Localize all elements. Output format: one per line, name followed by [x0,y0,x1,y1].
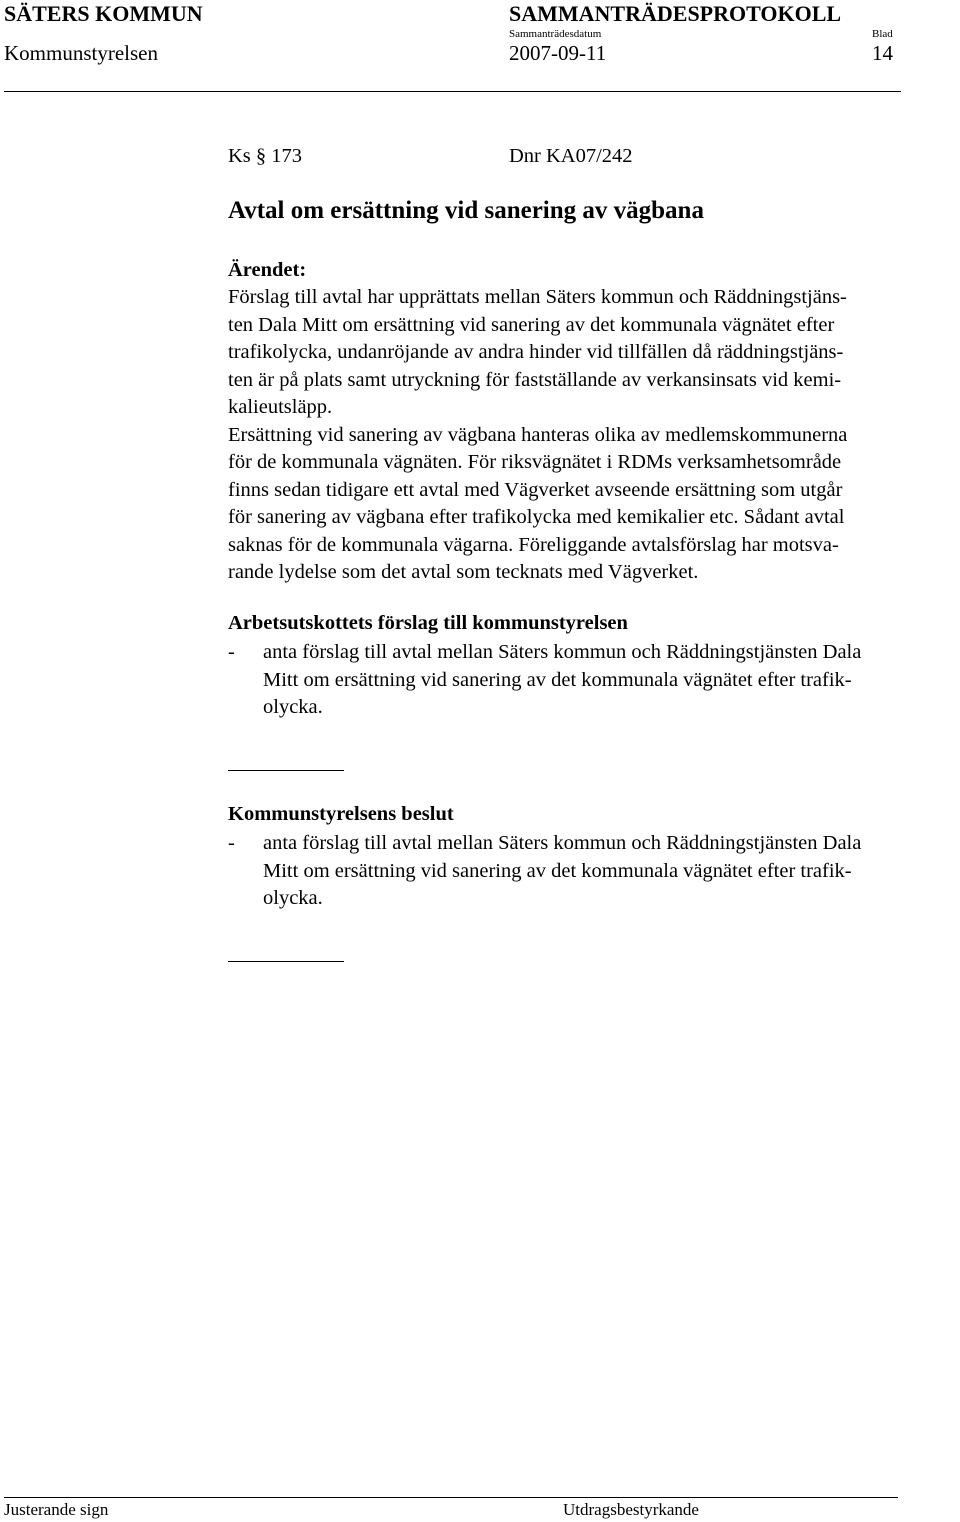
arendet-text [228,284,847,587]
page-label: Blad [872,28,893,40]
text-line: olycka. [263,696,323,718]
meeting-date-label: Sammanträdesdatum [509,28,602,40]
list-dash: - [228,832,235,854]
text-line: ten Dala Mitt om ersättning vid sanering av det kommunala vägnätet efter [228,313,835,336]
ks-decision-heading: Kommunstyrelsens beslut [228,803,454,825]
list-item-text [263,830,861,913]
text-line: anta förslag till avtal mellan Säters kommun och Räddningstjänsten Dala [263,641,862,663]
text-line: Mitt om ersättning vid sanering av det kommunala vägnätet efter trafik- [263,859,852,882]
text-line: Mitt om ersättning vid sanering av det kommunala vägnätet efter trafik- [263,668,852,691]
text-line: Förslag till avtal har upprättats mellan Säters kommun och Räddningstjäns- [228,286,847,308]
footer-justerande-sign: Justerande sign [4,1500,109,1519]
case-dnr: Dnr KA07/242 [509,145,633,167]
text-line: rande lydelse som det avtal som tecknats med Vägverket. [228,561,699,583]
section-separator [228,961,344,962]
text-line: för de kommunala vägnäten. För riksvägnätet i RDMs verksamhetsområde [228,451,842,473]
text-line: olycka. [263,887,323,909]
text-line: ten är på plats samt utryckning för fastställande av verkansinsats vid kemi- [228,368,842,391]
text-line: för sanering av vägbana efter trafikolycka med kemikalier etc. Sådant avtal [228,506,845,528]
case-title: Avtal om ersättning vid sanering av vägbana [228,197,704,224]
text-line: trafikolycka, undanröjande av andra hinder vid tillfällen då räddningstjäns- [228,341,844,363]
committee-name: Kommunstyrelsen [4,41,158,65]
document-type: SAMMANTRÄDESPROTOKOLL [509,1,842,26]
text-line: Ersättning vid sanering av vägbana hanteras olika av medlemskommunerna [228,423,848,446]
header-rule [4,91,901,92]
arendet-heading: Ärendet: [228,259,307,281]
case-number: Ks § 173 [228,145,303,167]
text-line: finns sedan tidigare ett avtal med Vägverket avseende ersättning som utgår [228,478,843,501]
footer-rule [4,1497,898,1498]
text-line: anta förslag till avtal mellan Säters kommun och Räddningstjänsten Dala [263,832,862,854]
section-separator [228,770,344,771]
text-line: saknas för de kommunala vägarna. Föreliggande avtalsförslag har motsva- [228,533,839,556]
au-proposal-heading: Arbetsutskottets förslag till kommunstyrelsen [228,612,628,634]
municipality-name: SÄTERS KOMMUN [4,1,203,26]
text-line: kalieutsläpp. [228,396,333,418]
list-item-text [263,639,861,722]
page-number: 14 [872,41,893,65]
footer-utdragsbestyrkande: Utdragsbestyrkande [563,1500,699,1519]
list-dash: - [228,641,235,663]
meeting-date: 2007-09-11 [509,41,607,65]
